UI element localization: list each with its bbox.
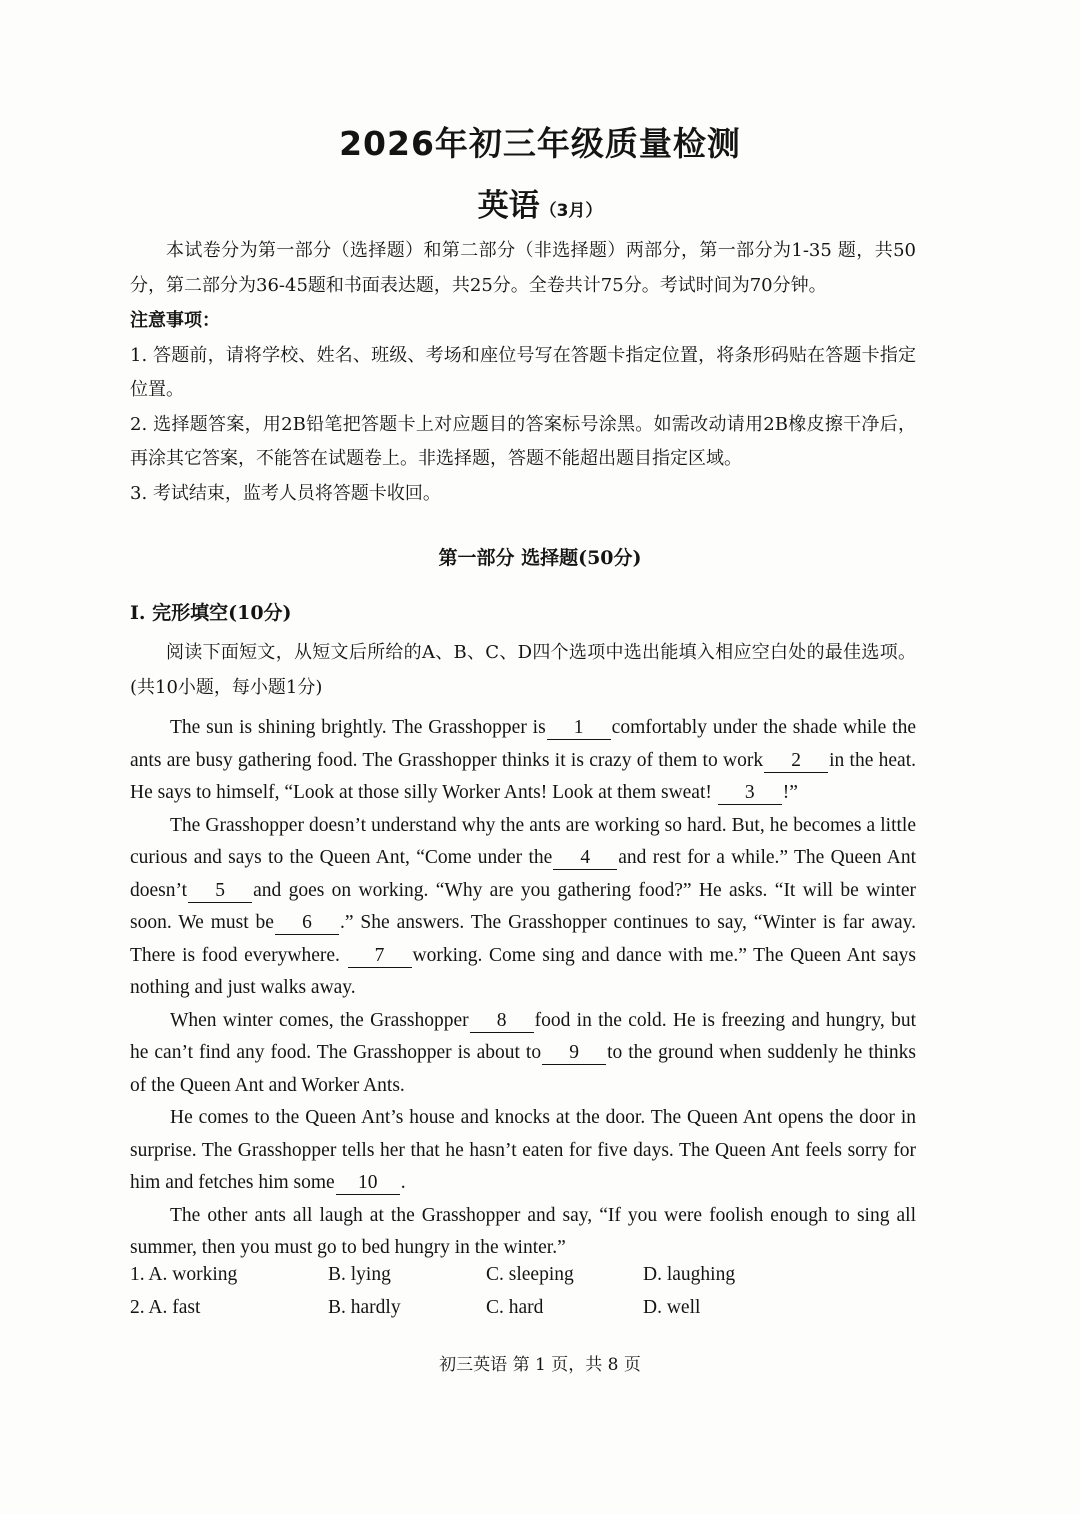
notice-heading: 注意事项： bbox=[130, 310, 220, 331]
blank-2: 2 bbox=[764, 750, 828, 773]
exam-title: 2026年初三年级质量检测 bbox=[339, 124, 741, 163]
blank-6: 6 bbox=[275, 912, 339, 935]
passage-paragraph: The sun is shining brightly. The Grasshopper is 1 comfortably under the shade while the ants are busy gathering food. The Grasshopper thinks it is crazy of them to work 2 in the heat. He says to himself, “Look at those silly Worker Ants! Look at them sweat! 3 !” bbox=[130, 717, 916, 803]
blank-9: 9 bbox=[542, 1042, 606, 1065]
option-a: 2. A. fast bbox=[130, 1297, 201, 1318]
page-footer: 初三英语 第 1 页，共 8 页 bbox=[439, 1355, 641, 1375]
notice-item: 3. 考试结束，监考人员将答题卡收回。 bbox=[130, 482, 441, 504]
notice-item: 1. 答题前，请将学校、姓名、班级、考场和座位号写在答题卡指定位置，将条形码贴在答题卡指定位置。 bbox=[130, 344, 916, 400]
subject-name: 英语 bbox=[477, 188, 540, 224]
blank-3: 3 bbox=[718, 782, 782, 805]
part-instruction: 阅读下面短文，从短文后所给的A、B、C、D四个选项中选出能填入相应空白处的最佳选项。(共10小题，每小题1分) bbox=[130, 642, 916, 698]
intro-paragraph: 本试卷分为第一部分（选择题）和第二部分（非选择题）两部分，第一部分为1-35 题，共50分，第二部分为36-45题和书面表达题，共25分。全卷共计75分。考试时间为70分钟。 bbox=[130, 240, 916, 296]
option-b: B. hardly bbox=[328, 1297, 401, 1318]
blank-1: 1 bbox=[547, 717, 611, 740]
passage-paragraph: The Grasshopper doesn’t understand why the ants are working so hard. But, he becomes a little curious and says to the Queen Ant, “Come under the 4 and rest for a while.” The Queen Ant doesn’t 5 and goes on working. “Why are you gathering food?” He asks. “It will be winter soon. We must be 6 .” She answers. The Grasshopper continues to say, “Winter is far away. There is food everywhere. 7 working. Come sing and dance with me.” The Queen Ant says nothing and just walks away. bbox=[130, 814, 916, 998]
section-title: 第一部分 选择题(50分) bbox=[438, 547, 642, 569]
blank-7: 7 bbox=[348, 945, 412, 968]
blank-4: 4 bbox=[553, 847, 617, 870]
exam-month: （3月） bbox=[539, 201, 603, 221]
option-c: C. hard bbox=[486, 1297, 544, 1318]
option-d: D. laughing bbox=[643, 1264, 736, 1285]
part-heading: I. 完形填空(10分) bbox=[130, 602, 292, 624]
question-options bbox=[130, 1264, 830, 1330]
passage-paragraph: When winter comes, the Grasshopper 8 food in the cold. He is freezing and hungry, but he can’t find any food. The Grasshopper is about to 9 to the ground when suddenly he thinks of the Queen Ant and Worker Ants. bbox=[130, 1009, 916, 1096]
notice-block bbox=[130, 304, 916, 511]
blank-8: 8 bbox=[470, 1010, 534, 1033]
option-c: C. sleeping bbox=[486, 1264, 574, 1285]
question-row bbox=[130, 1264, 830, 1297]
notice-item: 2. 选择题答案，用2B铅笔把答题卡上对应题目的答案标号涂黑。如需改动请用2B橡皮擦干净后，再涂其它答案，不能答在试题卷上。非选择题，答题不能超出题目指定区域。 bbox=[130, 413, 916, 469]
question-row bbox=[130, 1297, 830, 1330]
option-d: D. well bbox=[643, 1297, 701, 1318]
option-a: 1. A. working bbox=[130, 1264, 238, 1285]
option-b: B. lying bbox=[328, 1264, 391, 1285]
blank-10: 10 bbox=[336, 1172, 400, 1195]
passage-paragraph: The other ants all laugh at the Grasshopper and say, “If you were foolish enough to sing all summer, then you must go to bed hungry in the winter.” bbox=[130, 1204, 916, 1258]
cloze-passage bbox=[130, 712, 916, 1265]
blank-5: 5 bbox=[188, 880, 252, 903]
passage-paragraph: He comes to the Queen Ant’s house and knocks at the door. The Queen Ant opens the door in surprise. The Grasshopper tells her that he hasn’t eaten for five days. The Queen Ant feels sorry for him and fetches him some 10 . bbox=[130, 1107, 916, 1193]
subject-heading bbox=[0, 180, 1080, 225]
